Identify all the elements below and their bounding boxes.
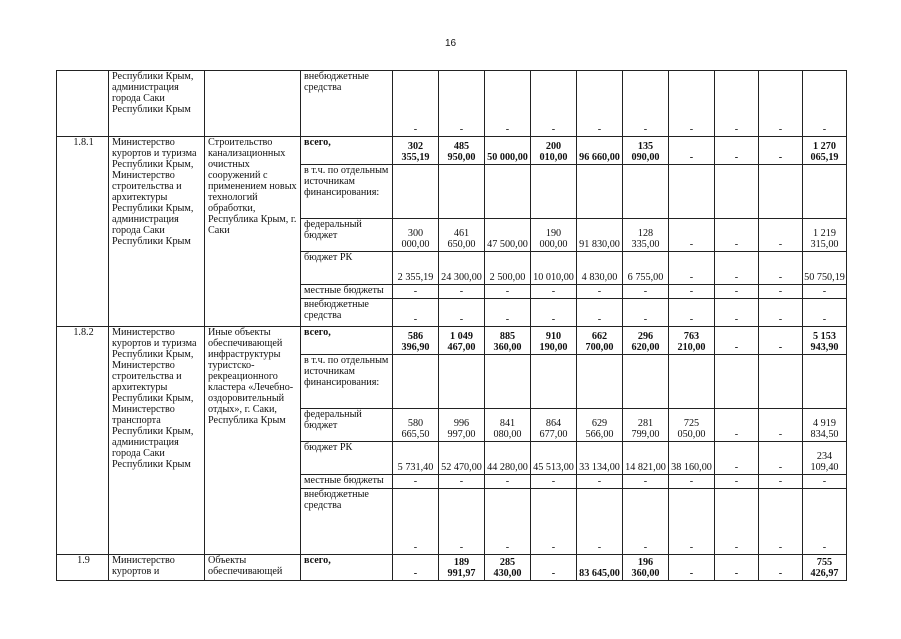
amount-cell: - [759,299,803,327]
amount-cell: 300 000,00 [393,219,439,252]
amount-cell: 33 134,00 [577,442,623,475]
amount-cell: - [531,71,577,137]
funding-source-label: всего, [301,137,393,165]
amount-cell: 96 660,00 [577,137,623,165]
page-number: 16 [444,38,457,49]
amount-cell: 4 830,00 [577,252,623,285]
amount-cell: - [803,285,847,299]
amount-cell: 6 755,00 [623,252,669,285]
financing-table [56,70,847,581]
amount-cell: 910 190,00 [531,327,577,355]
amount-cell: 44 280,00 [485,442,531,475]
amount-cell: 24 300,00 [439,252,485,285]
amount-cell [715,165,759,219]
amount-cell: 629 566,00 [577,409,623,442]
amount-cell: - [393,285,439,299]
funding-source-label: местные бюджеты [301,475,393,489]
amount-cell: - [715,442,759,475]
amount-cell: - [669,489,715,555]
amount-cell: - [759,252,803,285]
amount-cell [531,165,577,219]
amount-cell: - [531,299,577,327]
table-row [57,137,847,165]
amount-cell: 996 997,00 [439,409,485,442]
funding-source-label: внебюджетные средства [301,299,393,327]
amount-cell: - [669,285,715,299]
amount-cell: 200 010,00 [531,137,577,165]
amount-cell: 4 919 834,50 [803,409,847,442]
amount-cell: 885 360,00 [485,327,531,355]
amount-cell: - [623,71,669,137]
funding-source-label: всего, [301,555,393,581]
amount-cell [393,165,439,219]
amount-cell: 10 010,00 [531,252,577,285]
amount-cell: 2 500,00 [485,252,531,285]
amount-cell: 285 430,00 [485,555,531,581]
funding-source-label: внебюджетные средства [301,489,393,555]
amount-cell: - [623,299,669,327]
amount-cell [669,355,715,409]
item-code: 1.8.1 [57,137,109,327]
table-row [57,327,847,355]
amount-cell: - [531,285,577,299]
amount-cell: - [393,299,439,327]
amount-cell: - [759,475,803,489]
amount-cell [577,165,623,219]
amount-cell: - [577,299,623,327]
funding-source-label: в т.ч. по отдельным источникам финансирования: [301,355,393,409]
amount-cell [623,165,669,219]
amount-cell: 38 160,00 [669,442,715,475]
amount-cell: - [577,285,623,299]
amount-cell: 5 731,40 [393,442,439,475]
amount-cell [531,355,577,409]
amount-cell: - [669,252,715,285]
amount-cell [623,355,669,409]
amount-cell: 841 080,00 [485,409,531,442]
amount-cell [803,165,847,219]
object-cell: Строительство канализационных очистных сооружений с применением новых технологий обработки, Республика Крым, г. Саки [205,137,301,327]
amount-cell: - [803,489,847,555]
amount-cell [439,165,485,219]
amount-cell: - [715,219,759,252]
amount-cell: - [669,475,715,489]
amount-cell: 1 049 467,00 [439,327,485,355]
amount-cell: - [759,489,803,555]
amount-cell: - [715,489,759,555]
amount-cell: - [715,475,759,489]
amount-cell: 91 830,00 [577,219,623,252]
executor-cell: Министерство курортов и туризма Республики Крым, Министерство строительства и архитектуры Республики Крым, Министерство транспорта Республики Крым, администрация города Саки Республики Крым [109,327,205,555]
funding-source-label: федеральный бюджет [301,409,393,442]
amount-cell: 2 355,19 [393,252,439,285]
amount-cell: - [669,555,715,581]
amount-cell: - [715,137,759,165]
amount-cell: 755 426,97 [803,555,847,581]
amount-cell: - [485,285,531,299]
amount-cell: - [759,409,803,442]
amount-cell [485,355,531,409]
amount-cell: - [577,71,623,137]
object-cell: Иные объекты обеспечивающей инфраструктуры туристско-рекреационного кластера «Лечебно-оздоровительный отдых», г. Саки, Республика Крым [205,327,301,555]
amount-cell: 1 270 065,19 [803,137,847,165]
amount-cell [669,165,715,219]
amount-cell: 135 090,00 [623,137,669,165]
amount-cell [577,355,623,409]
amount-cell [439,355,485,409]
amount-cell: 586 396,90 [393,327,439,355]
funding-source-label: местные бюджеты [301,285,393,299]
amount-cell: - [393,475,439,489]
amount-cell: 1 219 315,00 [803,219,847,252]
executor-cell: Министерство курортов и [109,555,205,581]
amount-cell: - [577,489,623,555]
amount-cell: 47 500,00 [485,219,531,252]
amount-cell: - [759,285,803,299]
item-code: 1.8.2 [57,327,109,555]
executor-cell: Министерство курортов и туризма Республики Крым, Министерство строительства и архитектуры Республики Крым, администрация города Саки Республики Крым [109,137,205,327]
amount-cell: 45 513,00 [531,442,577,475]
amount-cell: - [623,475,669,489]
amount-cell: - [715,555,759,581]
amount-cell: - [803,475,847,489]
amount-cell: - [439,489,485,555]
amount-cell: - [715,71,759,137]
amount-cell: - [485,475,531,489]
amount-cell: - [715,252,759,285]
amount-cell: - [439,285,485,299]
amount-cell: - [759,442,803,475]
item-code [57,71,109,137]
amount-cell: 461 650,00 [439,219,485,252]
amount-cell: 50 750,19 [803,252,847,285]
amount-cell [803,355,847,409]
amount-cell: - [715,285,759,299]
amount-cell: 5 153 943,90 [803,327,847,355]
amount-cell: 234 109,40 [803,442,847,475]
amount-cell: - [439,71,485,137]
amount-cell [715,355,759,409]
amount-cell: 281 799,00 [623,409,669,442]
funding-source-label: федеральный бюджет [301,219,393,252]
item-code: 1.9 [57,555,109,581]
amount-cell [393,355,439,409]
amount-cell: - [669,71,715,137]
amount-cell: - [485,299,531,327]
amount-cell: - [715,299,759,327]
funding-source-label: в т.ч. по отдельным источникам финансирования: [301,165,393,219]
amount-cell: 52 470,00 [439,442,485,475]
amount-cell [759,165,803,219]
amount-cell: 302 355,19 [393,137,439,165]
object-cell: Объекты обеспечивающей [205,555,301,581]
amount-cell: 763 210,00 [669,327,715,355]
amount-cell: - [803,299,847,327]
amount-cell: - [485,71,531,137]
amount-cell: - [669,137,715,165]
amount-cell: - [759,219,803,252]
amount-cell: 128 335,00 [623,219,669,252]
amount-cell: 580 665,50 [393,409,439,442]
funding-source-label: всего, [301,327,393,355]
table-row [57,71,847,137]
amount-cell: 725 050,00 [669,409,715,442]
amount-cell: - [623,489,669,555]
executor-cell: Республики Крым, администрация города Саки Республики Крым [109,71,205,137]
amount-cell: - [439,299,485,327]
amount-cell: - [759,137,803,165]
amount-cell: - [715,327,759,355]
amount-cell: 196 360,00 [623,555,669,581]
amount-cell [485,165,531,219]
amount-cell: 864 677,00 [531,409,577,442]
amount-cell: - [485,489,531,555]
amount-cell: - [393,489,439,555]
amount-cell: 50 000,00 [485,137,531,165]
amount-cell: - [393,555,439,581]
amount-cell: - [759,71,803,137]
amount-cell: 83 645,00 [577,555,623,581]
amount-cell: 485 950,00 [439,137,485,165]
amount-cell: - [439,475,485,489]
amount-cell: - [531,555,577,581]
amount-cell: - [759,327,803,355]
amount-cell: - [531,489,577,555]
amount-cell: - [669,219,715,252]
amount-cell: - [715,409,759,442]
amount-cell: 190 000,00 [531,219,577,252]
amount-cell: 14 821,00 [623,442,669,475]
funding-source-label: внебюджетные средства [301,71,393,137]
amount-cell: 662 700,00 [577,327,623,355]
amount-cell: - [577,475,623,489]
amount-cell: - [623,285,669,299]
table-row [57,555,847,581]
amount-cell: 296 620,00 [623,327,669,355]
amount-cell: - [759,555,803,581]
amount-cell: 189 991,97 [439,555,485,581]
amount-cell: - [393,71,439,137]
amount-cell: - [669,299,715,327]
amount-cell: - [531,475,577,489]
funding-source-label: бюджет РК [301,442,393,475]
amount-cell: - [803,71,847,137]
object-cell [205,71,301,137]
funding-source-label: бюджет РК [301,252,393,285]
amount-cell [759,355,803,409]
